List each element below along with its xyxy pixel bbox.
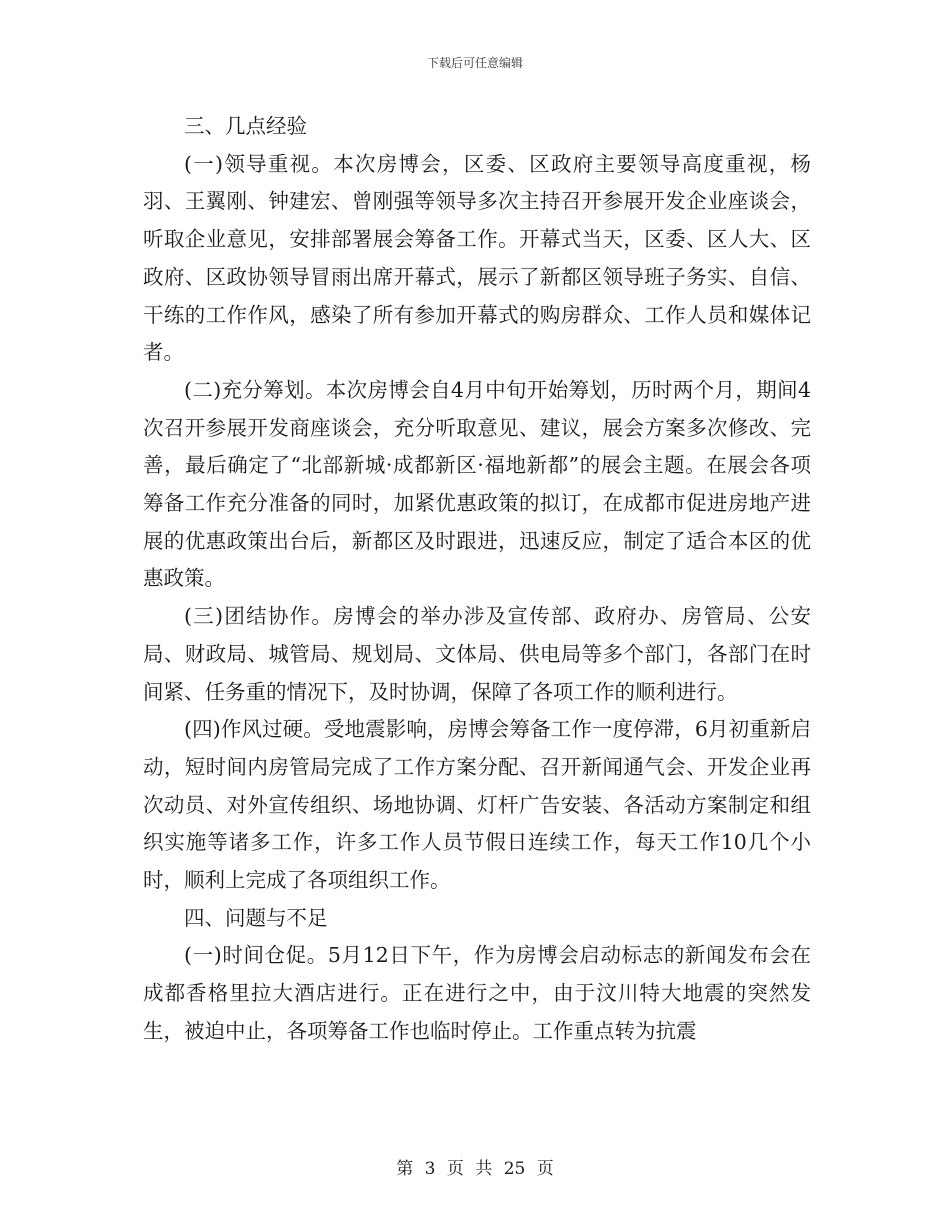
paragraph-planning: (二)充分筹划。本次房博会自4月中旬开始筹划，历时两个月，期间4次召开参展开发商座谈会，充分听取意见、建议，展会方案多次修改、完善，最后确定了“北部新城·成都新区·福地新都”的展会主题。在展会各项筹备工作充分准备的同时，加紧优惠政策的拟订，在成都市促进房地产进展的优惠政策出台后，新都区及时跟进，迅速反应，制定了适合本区的优惠政策。 <box>143 377 811 591</box>
page-header-note: 下载后可任意编辑 <box>426 56 523 70</box>
paragraph-work-style: (四)作风过硬。受地震影响，房博会筹备工作一度停滞，6月初重新启动，短时间内房管局完成了工作方案分配、召开新闻通气会、开发企业再次动员、对外宣传组织、场地协调、灯杆广告安装、各活动方案制定和组织实施等诸多工作，许多工作人员节假日连续工作，每天工作10几个小时，顺利上完成了各项组织工作。 <box>143 717 811 893</box>
page-number-footer: 第 3 页 共 25 页 <box>396 1159 554 1179</box>
section-heading-experience: 三、几点经验 <box>184 114 307 138</box>
paragraph-time-pressure: (一)时间仓促。5月12日下午，作为房博会启动标志的新闻发布会在成都香格里拉大酒店进行。正在进行之中，由于汶川特大地震的突然发生，被迫中止，各项筹备工作也临时停止。工作重点转为抗震 <box>143 943 811 1043</box>
section-heading-problems: 四、问题与不足 <box>184 905 328 930</box>
document-body <box>143 108 811 1051</box>
paragraph-leadership: (一)领导重视。本次房博会，区委、区政府主要领导高度重视，杨羽、王翼刚、钟建宏、曾刚强等领导多次主持召开参展开发企业座谈会，听取企业意见，安排部署展会筹备工作。开幕式当天，区委、区人大、区政府、区政协领导冒雨出席开幕式，展示了新都区领导班子务实、自信、干练的工作作风，感染了所有参加开幕式的购房群众、工作人员和媒体记者。 <box>143 151 811 365</box>
paragraph-cooperation: (三)团结协作。房博会的举办涉及宣传部、政府办、房管局、公安局、财政局、城管局、规划局、文体局、供电局等多个部门，各部门在时间紧、任务重的情况下，及时协调，保障了各项工作的顺利进行。 <box>143 604 811 704</box>
